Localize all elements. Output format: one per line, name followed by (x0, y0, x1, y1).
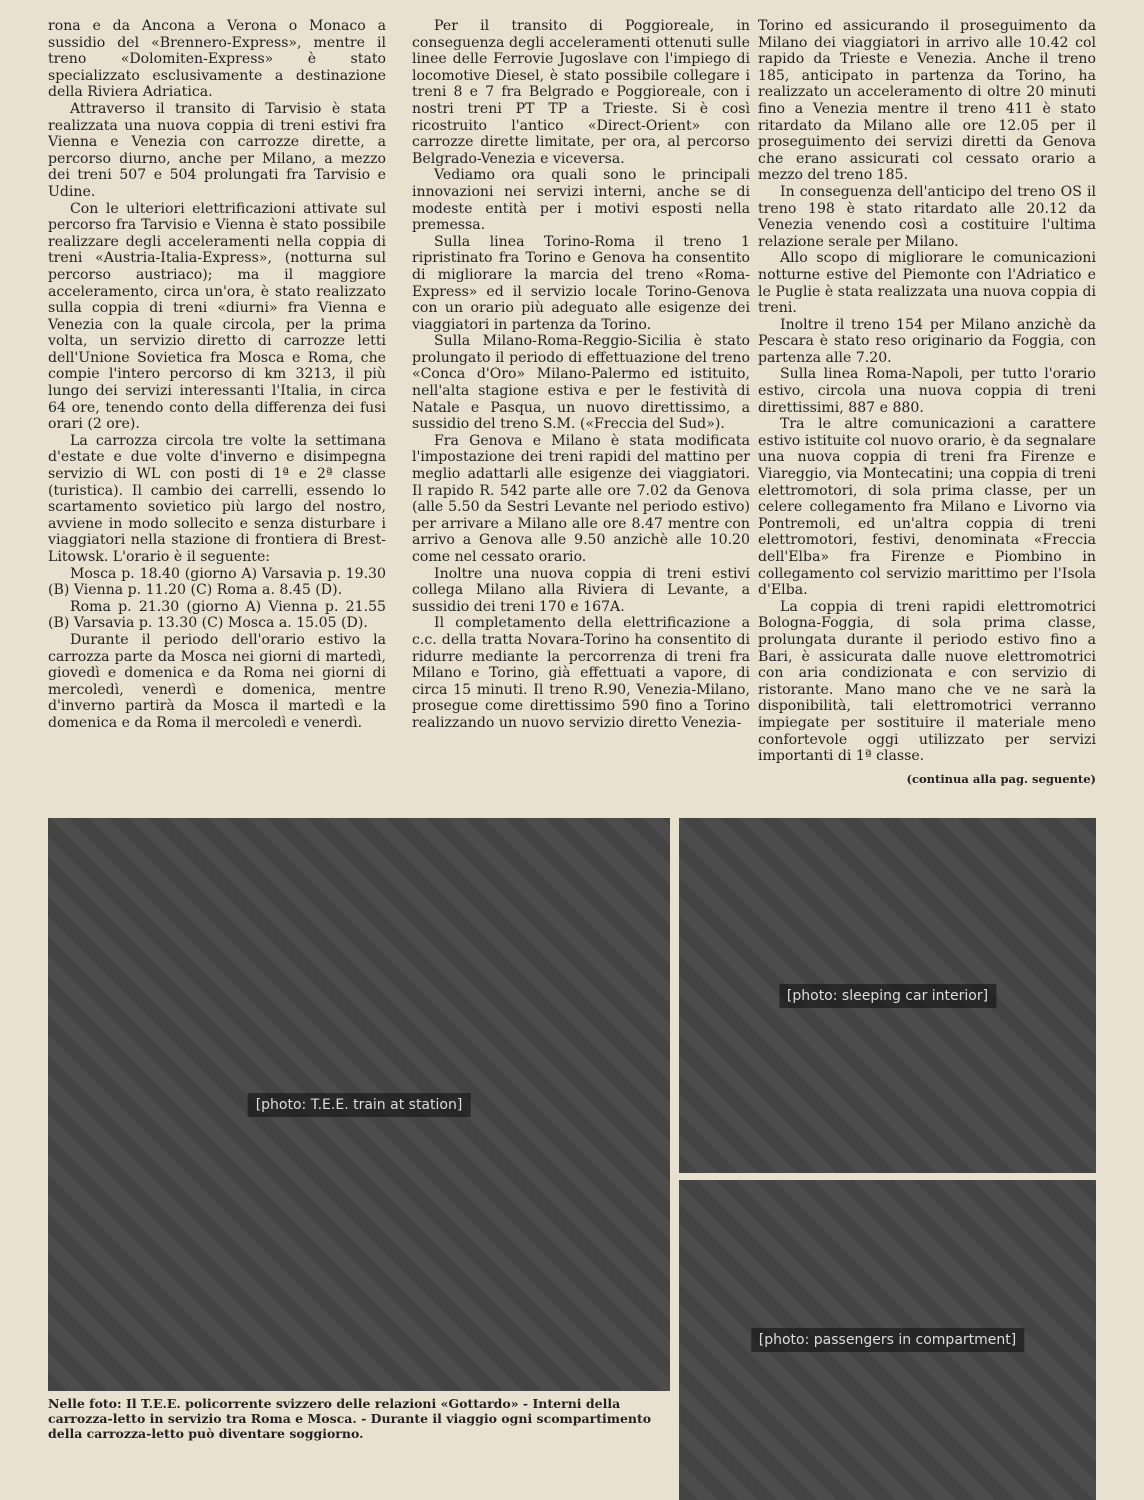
paragraph: In conseguenza dell'anticipo del treno OS il treno 198 è stato ritardato alle 20.12 da Venezia venendo così a costituire l'ultima relazione serale per Milano. (758, 183, 1096, 250)
photo-caption: Nelle foto: Il T.E.E. policorrente svizzero delle relazioni «Gottardo» - Interni della carrozza-letto in servizio tra Roma e Mosca. - Durante il viaggio ogni scompartimento della carrozza-letto può diventare soggiorno. (48, 1392, 670, 1445)
paragraph: Sulla linea Roma-Napoli, per tutto l'orario estivo, circola una nuova coppia di treni direttissimi, 887 e 880. (758, 366, 1096, 416)
schedule-line: Roma p. 21.30 (giorno A) Vienna p. 21.55 (B) Varsavia p. 13.30 (C) Mosca a. 15.05 (D). (48, 598, 386, 632)
paragraph: Attraverso il transito di Tarvisio è stata realizzata una nuova coppia di treni estivi fra Vienna e Venezia con carrozze dirette, a percorso diurno, anche per Milano, a mezzo dei treni 507 e 504 prolungati fra Tarvisio e Udine. (48, 100, 386, 200)
paragraph: Per il transito di Poggioreale, in conseguenza degli acceleramenti ottenuti sulle linee delle Ferrovie Jugoslave con l'impiego di locomotive Diesel, è stato possibile collegare i treni 8 e 7 fra Belgrado e Poggioreale, con i nostri treni PT TP a Trieste. Si è così ricostruito l'antico «Direct-Orient» con carrozze dirette limitate, per ora, al percorso Belgrado-Venezia e viceversa. (412, 18, 750, 167)
paragraph: rona e da Ancona a Verona o Monaco a sussidio del «Brennero-Express», mentre il treno «Dolomiten-Express» è stato specializzato esclusivamente a destinazione della Riviera Adriatica. (48, 18, 386, 101)
text-column-3 (758, 18, 1096, 787)
photo-label: [photo: T.E.E. train at station] (248, 1093, 471, 1117)
paragraph: Fra Genova e Milano è stata modificata l'impostazione dei treni rapidi del mattino per meglio adattarli alle esigenze dei viaggiatori. Il rapido R. 542 parte alle ore 7.02 da Genova (alle 5.50 da Sestri Levante nel periodo estivo) per arrivare a Milano alle ore 8.47 mentre con arrivo a Genova alle 9.50 anzichè alle 10.20 come nel cessato orario. (412, 432, 750, 565)
continued-note: (continua alla pag. seguente) (906, 771, 1096, 786)
schedule-line: Mosca p. 18.40 (giorno A) Varsavia p. 19.30 (B) Vienna p. 11.20 (C) Roma a. 8.45 (D). (48, 565, 386, 599)
paragraph: Tra le altre comunicazioni a carattere estivo istituite col nuovo orario, è da segnalare una nuova coppia di treni fra Firenze e Viareggio, via Montecatini; una coppia di treni elettromotori, di sola prima classe, per un celere collegamento fra Milano e Livorno via Pontremoli, ed un'altra coppia di treni elettromotori, festivi, denominata «Freccia dell'Elba» fra Firenze e Piombino in collegamento col servizio marittimo per l'Isola d'Elba. (758, 416, 1096, 599)
paragraph: Sulla Milano-Roma-Reggio-Sicilia è stato prolungato il periodo di effettuazione del treno «Conca d'Oro» Milano-Palermo ed istituito, nell'alta stagione estiva e per le festività di Natale e Pasqua, un nuovo direttissimo, a sussidio del treno S.M. («Freccia del Sud»). (412, 333, 750, 433)
paragraph: Allo scopo di migliorare le comunicazioni notturne estive del Piemonte con l'Adriatico e le Puglie è stata realizzata una nuova coppia di treni. (758, 250, 1096, 317)
paragraph: La carrozza circola tre volte la settimana d'estate e due volte d'inverno e disimpegna servizio di WL con posti di 1ª e 2ª classe (turistica). Il cambio dei carrelli, essendo lo scartamento sovietico più largo del nostro, avviene in modo sollecito e senza disturbare i viaggiatori nella stazione di frontiera di Brest-Litowsk. L'orario è il seguente: (48, 432, 386, 565)
paragraph: Torino ed assicurando il proseguimento da Milano dei viaggiatori in arrivo alle 10.42 col rapido da Trieste e Venezia. Anche il treno 185, anticipato in partenza da Torino, ha realizzato un acceleramento di oltre 20 minuti fino a Venezia mentre il treno 411 è stato ritardato da Milano alle ore 12.05 per il proseguimento dei servizi diretti da Genova che erano assicurati col cessato orario a mezzo del treno 185. (758, 18, 1096, 184)
photo-sleeper-interior (679, 818, 1096, 1173)
paragraph: Inoltre il treno 154 per Milano anzichè da Pescara è stato reso originario da Foggia, con partenza alle 7.20. (758, 316, 1096, 366)
photo-compartment-lounge (679, 1180, 1096, 1500)
paragraph: Il completamento della elettrificazione a c.c. della tratta Novara-Torino ha consentito di ridurre mediante la percorrenza di treni fra Milano e Torino, già effettuati a vapore, di circa 15 minuti. Il treno R.90, Venezia-Milano, prosegue come direttissimo 590 fino a Torino realizzando un nuovo servizio diretto Venezia- (412, 615, 750, 731)
text-column-2 (412, 18, 750, 732)
paragraph: Sulla linea Torino-Roma il treno 1 ripristinato fra Torino e Genova ha consentito di migliorare la marcia del treno «Roma-Express» ed il servizio locale Torino-Genova con un orario più adeguato alle esigenze dei viaggiatori in partenza da Torino. (412, 233, 750, 333)
text-column-1 (48, 18, 386, 732)
photo-label: [photo: sleeping car interior] (779, 984, 996, 1008)
paragraph: La coppia di treni rapidi elettromotrici Bologna-Foggia, di sola prima classe, prolungata durante il periodo estivo fino a Bari, è assicurata dalle nuove elettromotrici con aria condizionata e con servizio di ristorante. Mano mano che ve ne sarà la disponibilità, tali elettromotrici verranno impiegate per sostituire il materiale meno confortevole oggi utilizzato per servizi importanti di 1ª classe. (758, 598, 1096, 765)
photo-label: [photo: passengers in compartment] (751, 1328, 1024, 1352)
paragraph: Con le ulteriori elettrificazioni attivate sul percorso fra Tarvisio e Vienna è stato possibile realizzare degli acceleramenti nella coppia di treni «Austria-Italia-Express», (notturna sul percorso austriaco); ma il maggiore acceleramento, circa un'ora, è stato realizzato sulla coppia di treni «diurni» fra Vienna e Venezia con la quale circola, per la prima volta, un servizio diretto di carrozze letti dell'Unione Sovietica fra Mosca e Roma, che compie l'intero percorso di km 3213, il più lungo dei servizi interessanti l'Italia, in circa 64 ore, tenendo conto della differenza dei fusi orari (2 ore). (48, 200, 386, 433)
paragraph: Vediamo ora quali sono le principali innovazioni nei servizi interni, anche se di modeste entità per i motivi esposti nella premessa. (412, 167, 750, 234)
paragraph: Inoltre una nuova coppia di treni estivi collega Milano alla Riviera di Levante, a sussidio dei treni 170 e 167A. (412, 565, 750, 615)
photo-tee-train (48, 818, 670, 1391)
paragraph: Durante il periodo dell'orario estivo la carrozza parte da Mosca nei giorni di martedì, giovedì e domenica e da Roma nei giorni di mercoledì, venerdì e domenica, mentre d'inverno partirà da Mosca il martedì e la domenica e da Roma il mercoledì e venerdì. (48, 631, 386, 731)
